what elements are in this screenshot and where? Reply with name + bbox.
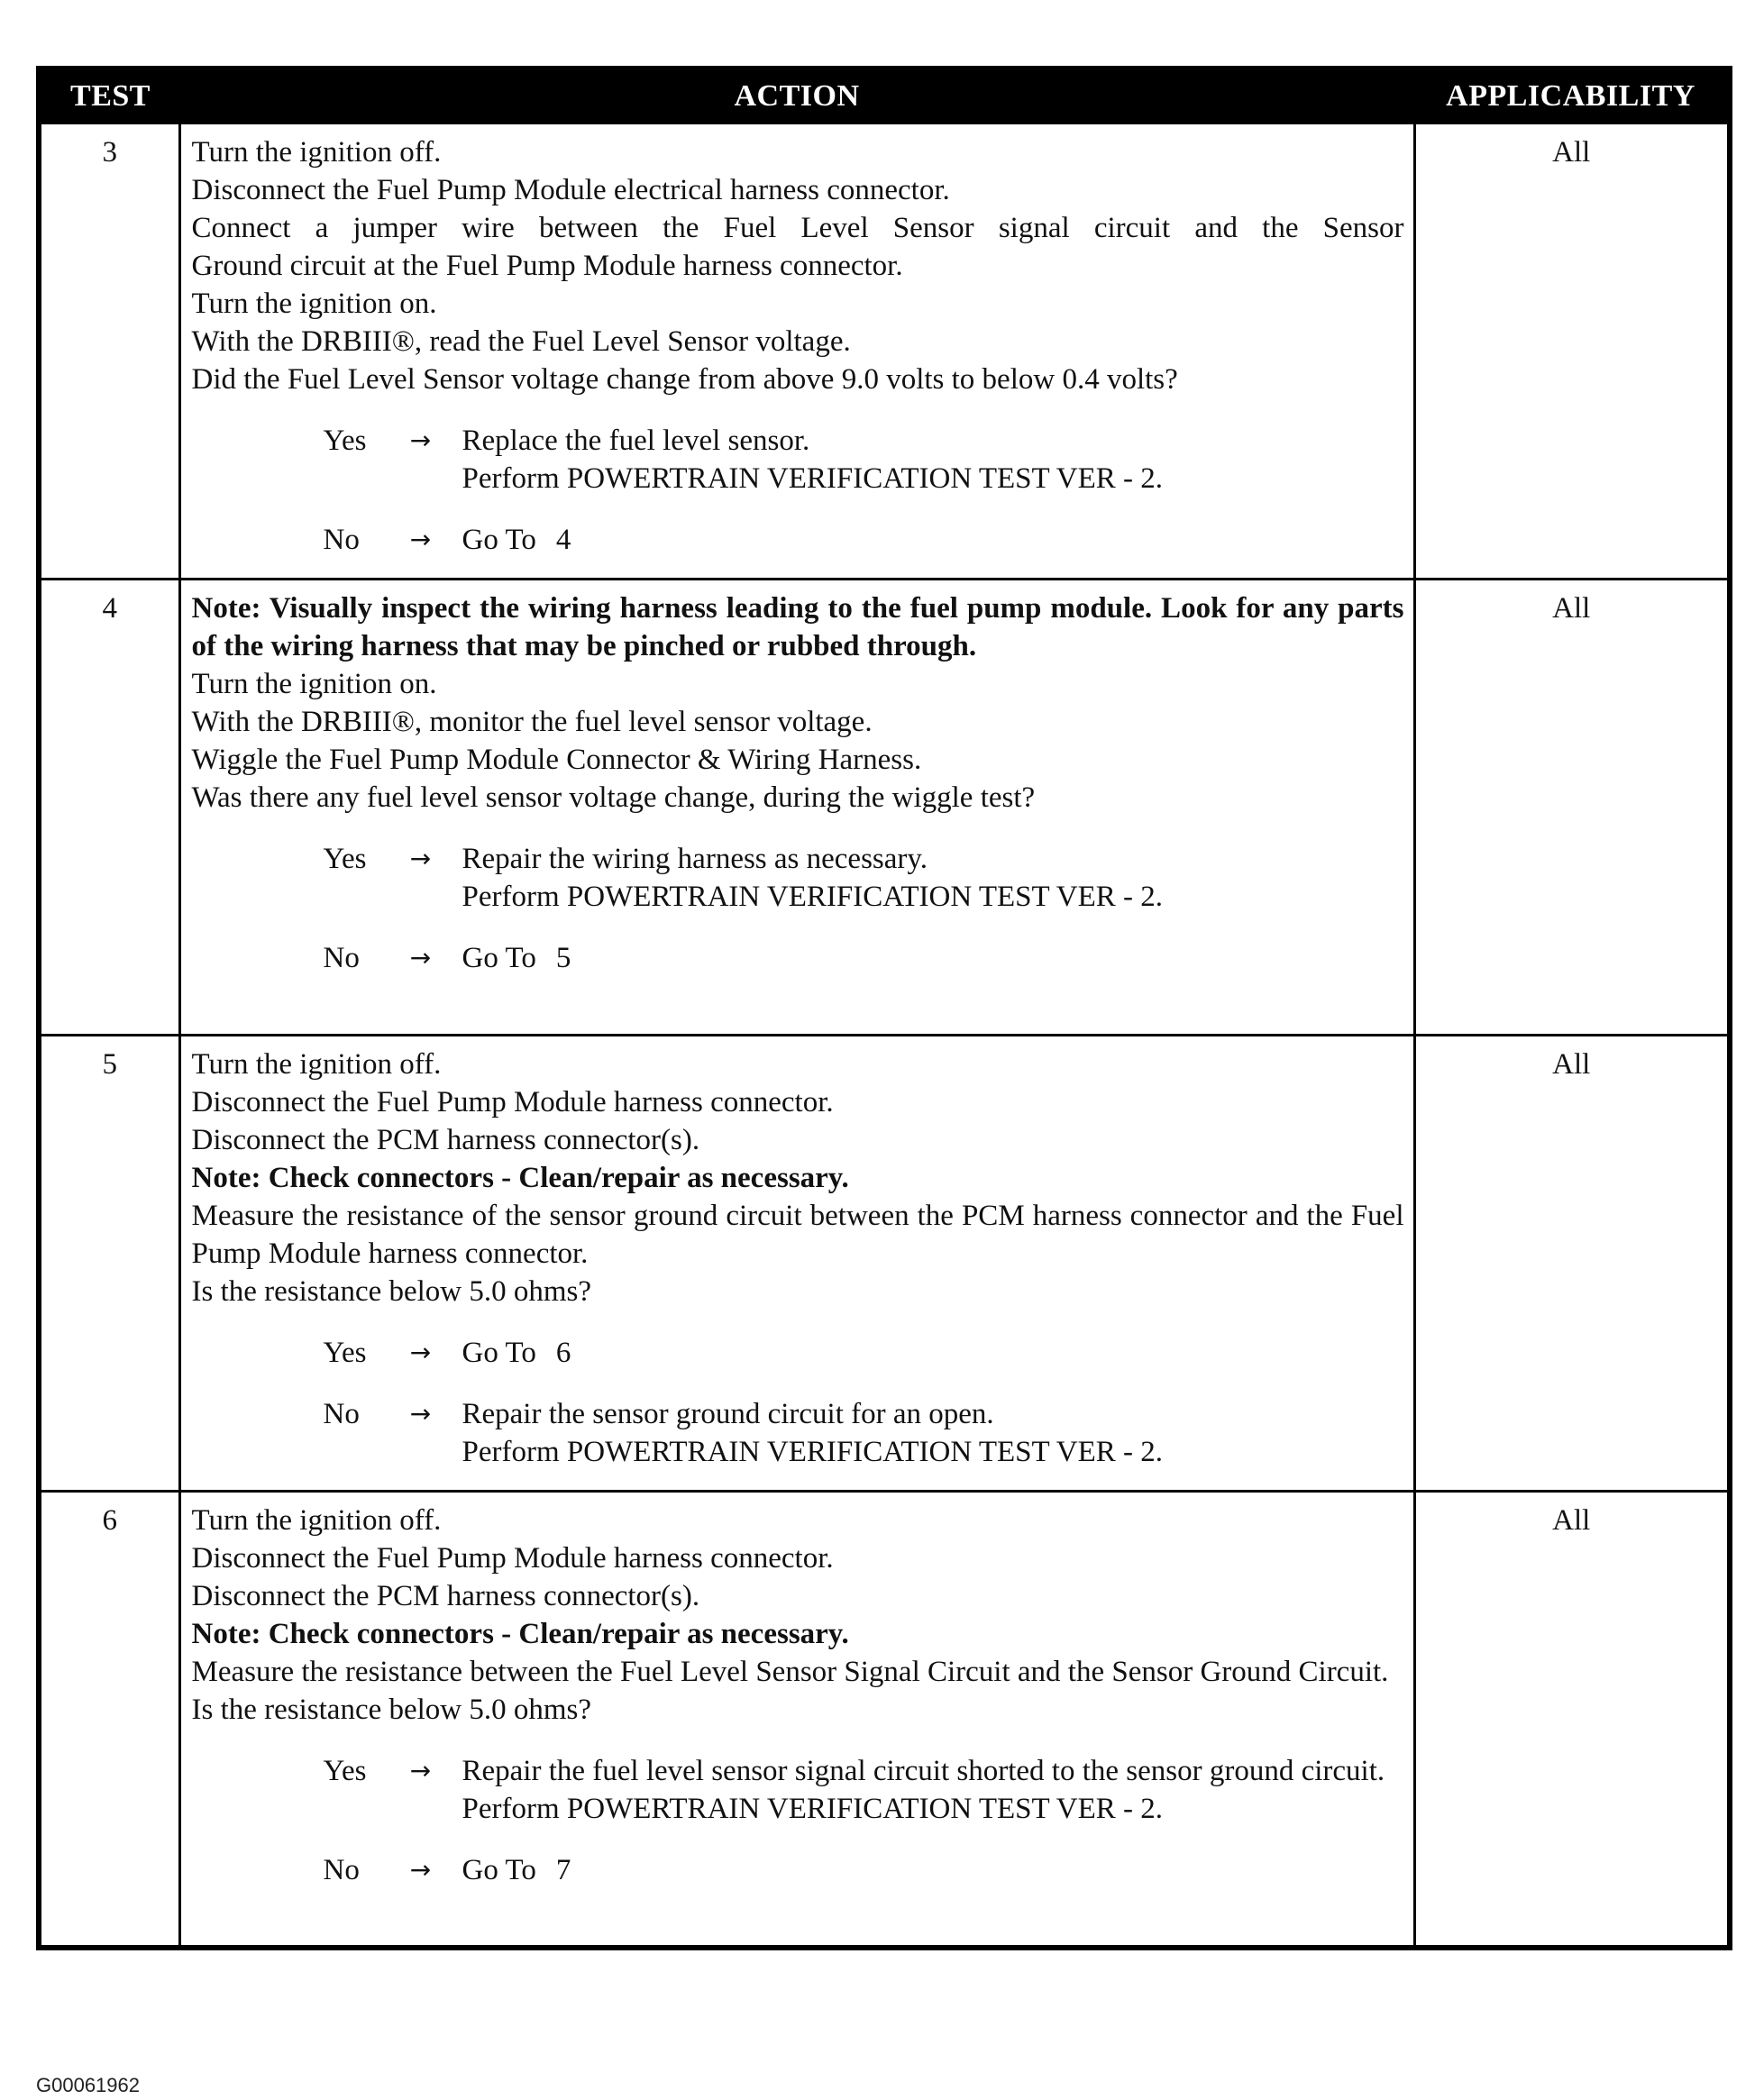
yes-label: Yes <box>323 843 367 875</box>
no-result <box>462 1851 1404 1889</box>
right-arrow-icon: → <box>409 1399 432 1429</box>
no-branch <box>324 939 1404 977</box>
no-label: No <box>323 524 360 556</box>
table-row-test-4 <box>39 580 1730 1036</box>
right-arrow-icon: → <box>409 1855 432 1885</box>
column-header-applicability: APPLICABILITY <box>1414 68 1730 123</box>
right-arrow-icon: → <box>409 844 432 873</box>
action-step: Disconnect the Fuel Pump Module harness connector. <box>191 1086 834 1118</box>
applicability-value: All <box>1414 1492 1730 1948</box>
action-note: Note: Visually inspect the wiring harness leading to the fuel pump module. Look for any parts of the wiring harness that may be pinched or rubbed through. <box>191 592 1404 662</box>
action-question: Is the resistance below 5.0 ohms? <box>191 1275 592 1308</box>
goto-number: 4 <box>555 524 571 556</box>
diagnostic-test-sheet <box>36 66 1727 2096</box>
test-number: 5 <box>39 1036 179 1492</box>
yes-label: Yes <box>323 1755 367 1787</box>
no-branch <box>324 1851 1404 1889</box>
applicability-value: All <box>1414 1036 1730 1492</box>
no-result <box>462 939 1404 977</box>
action-question: Is the resistance below 5.0 ohms? <box>191 1694 592 1726</box>
no-label: No <box>323 1854 360 1886</box>
test-number: 4 <box>39 580 179 1036</box>
action-note: Note: Check connectors - Clean/repair as necessary. <box>191 1618 849 1650</box>
action-step: Wiggle the Fuel Pump Module Connector & Wiring Harness. <box>191 744 922 776</box>
yes-result <box>462 422 1404 498</box>
goto-number: 5 <box>555 942 571 974</box>
result-text: Repair the fuel level sensor signal circuit shorted to the sensor ground circuit. <box>462 1755 1385 1787</box>
action-step: Ground circuit at the Fuel Pump Module harness connector. <box>191 250 903 282</box>
right-arrow-icon: → <box>409 1338 432 1367</box>
goto-text: Go To <box>462 942 536 974</box>
result-text: Repair the wiring harness as necessary. <box>462 843 928 875</box>
no-label: No <box>323 1398 360 1430</box>
action-question: Did the Fuel Level Sensor voltage change from above 9.0 volts to below 0.4 volts? <box>191 363 1178 396</box>
action-step: Turn the ignition off. <box>191 1048 442 1081</box>
action-step: Turn the ignition on. <box>191 668 437 700</box>
goto-text: Go To <box>462 524 536 556</box>
table-row-test-3 <box>39 123 1730 580</box>
no-result <box>462 521 1404 559</box>
action-cell <box>179 1036 1414 1492</box>
right-arrow-icon: → <box>409 525 432 554</box>
result-text: Perform POWERTRAIN VERIFICATION TEST VER - 2. <box>462 462 1163 495</box>
action-step: Turn the ignition on. <box>191 288 437 320</box>
result-text: Perform POWERTRAIN VERIFICATION TEST VER - 2. <box>462 881 1163 913</box>
no-branch <box>324 1395 1404 1471</box>
yes-branch <box>324 840 1404 916</box>
action-cell <box>179 1492 1414 1948</box>
yes-result <box>462 1334 1404 1372</box>
yes-label: Yes <box>323 425 367 457</box>
action-step: Disconnect the PCM harness connector(s). <box>191 1124 700 1156</box>
action-step: Turn the ignition off. <box>191 136 442 169</box>
action-cell <box>179 580 1414 1036</box>
yes-result <box>462 1752 1404 1828</box>
applicability-value: All <box>1414 580 1730 1036</box>
action-step: Disconnect the Fuel Pump Module harness connector. <box>191 1542 834 1575</box>
applicability-value: All <box>1414 123 1730 580</box>
diagnostic-test-table <box>36 66 1732 1950</box>
action-step: With the DRBIII®, monitor the fuel level sensor voltage. <box>191 706 873 738</box>
right-arrow-icon: → <box>409 1756 432 1785</box>
result-text: Perform POWERTRAIN VERIFICATION TEST VER - 2. <box>462 1436 1163 1468</box>
no-label: No <box>323 942 360 974</box>
test-number: 3 <box>39 123 179 580</box>
action-note: Note: Check connectors - Clean/repair as necessary. <box>191 1162 849 1194</box>
table-header-row <box>39 68 1730 123</box>
result-text: Repair the sensor ground circuit for an open. <box>462 1398 994 1430</box>
goto-text: Go To <box>462 1337 536 1369</box>
action-question: Was there any fuel level sensor voltage change, during the wiggle test? <box>191 781 1036 814</box>
figure-id: G00061962 <box>36 2074 140 2096</box>
column-header-action: ACTION <box>179 68 1414 123</box>
action-step: Disconnect the PCM harness connector(s). <box>191 1580 700 1612</box>
right-arrow-icon: → <box>409 943 432 972</box>
no-branch <box>324 521 1404 559</box>
yes-branch <box>324 422 1404 498</box>
yes-branch <box>324 1752 1404 1828</box>
action-step: With the DRBIII®, read the Fuel Level Sensor voltage. <box>191 325 851 358</box>
result-text: Replace the fuel level sensor. <box>462 425 810 457</box>
action-step: Turn the ignition off. <box>191 1504 442 1537</box>
goto-text: Go To <box>462 1854 536 1886</box>
table-row-test-6 <box>39 1492 1730 1948</box>
goto-number: 7 <box>555 1854 571 1886</box>
table-row-test-5 <box>39 1036 1730 1492</box>
no-result <box>462 1395 1404 1471</box>
action-step: Measure the resistance between the Fuel Level Sensor Signal Circuit and the Sensor Ground Circuit. <box>191 1656 1389 1688</box>
right-arrow-icon: → <box>409 425 432 455</box>
test-number: 6 <box>39 1492 179 1948</box>
yes-label: Yes <box>323 1337 367 1369</box>
yes-branch <box>324 1334 1404 1372</box>
goto-number: 6 <box>555 1337 571 1369</box>
action-step: Connect a jumper wire between the Fuel Level Sensor signal circuit and the Sensor <box>191 212 1404 244</box>
result-text: Perform POWERTRAIN VERIFICATION TEST VER - 2. <box>462 1793 1163 1825</box>
action-cell <box>179 123 1414 580</box>
yes-result <box>462 840 1404 916</box>
column-header-test: TEST <box>39 68 179 123</box>
action-step: Disconnect the Fuel Pump Module electrical harness connector. <box>191 174 950 206</box>
action-step: Measure the resistance of the sensor ground circuit between the PCM harness connector and the Fuel Pump Module harness connector. <box>191 1200 1404 1270</box>
